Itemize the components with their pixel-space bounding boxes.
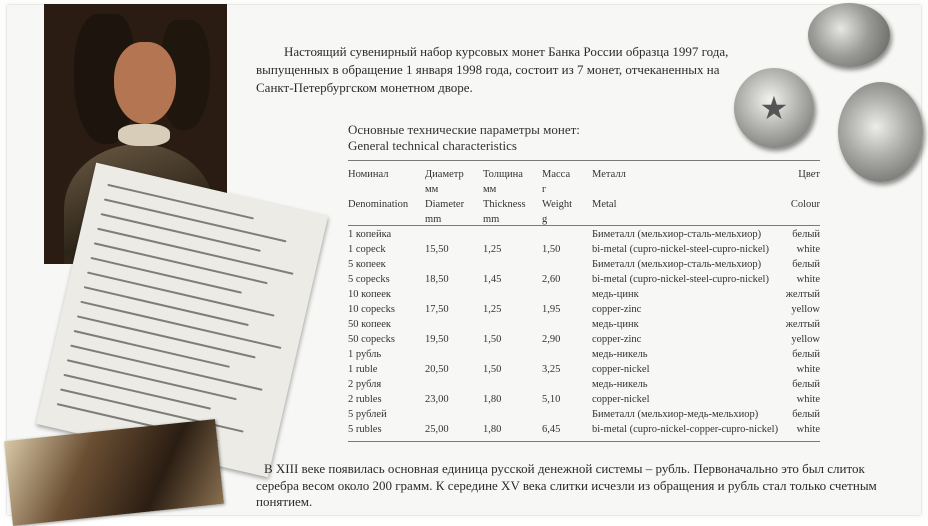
cell-mass: 5,10 [542, 394, 561, 405]
cell-colour-en: white [796, 364, 820, 375]
header-nominal: Номинал Denomination [348, 169, 409, 210]
coin-image [838, 82, 923, 182]
cell-mass: 3,25 [542, 364, 561, 375]
cell-nominal-en: 5 copecks [348, 274, 390, 285]
cell-metal-ru: медь-никель [592, 349, 648, 360]
table-header-rule [348, 225, 820, 226]
cell-diameter: 23,00 [425, 394, 449, 405]
cell-diameter: 25,00 [425, 424, 449, 435]
cell-colour-en: yellow [791, 334, 820, 345]
cell-thickness: 1,25 [483, 244, 502, 255]
cell-nominal-en: 1 copeck [348, 244, 386, 255]
cell-metal-en: copper-nickel [592, 394, 650, 405]
cell-colour-ru: белый [792, 229, 820, 240]
cell-thickness: 1,50 [483, 334, 502, 345]
cell-diameter: 20,50 [425, 364, 449, 375]
table-title [348, 122, 580, 154]
cell-colour-en: white [796, 244, 820, 255]
cell-metal-ru: Биметалл (мельхиор-медь-мельхиор) [592, 409, 759, 420]
cell-mass: 6,45 [542, 424, 561, 435]
cell-thickness: 1,80 [483, 394, 502, 405]
cell-nominal-ru: 5 копеек [348, 259, 386, 270]
cell-nominal-ru: 5 рублей [348, 409, 387, 420]
cell-nominal-en: 10 copecks [348, 304, 395, 315]
cell-metal-ru: медь-цинк [592, 319, 639, 330]
header-diameter: Диаметр мм Diameter mm [425, 169, 465, 225]
star-icon: ★ [759, 90, 789, 126]
cell-nominal-en: 5 rubles [348, 424, 382, 435]
intro-paragraph: Настоящий сувенирный набор курсовых монет Банка России образца 1997 года, выпущенных в обращение 1 января 1998 года, состоит из 7 монет, отчеканенных на Санкт-Петербургском монетном дворе. [256, 44, 729, 95]
table-title-en: General technical characteristics [348, 138, 517, 153]
cell-colour-ru: белый [792, 259, 820, 270]
cell-nominal-ru: 1 рубль [348, 349, 382, 360]
coin-image [808, 3, 890, 67]
cell-colour-en: yellow [791, 304, 820, 315]
cell-colour-en: white [796, 274, 820, 285]
cell-nominal-en: 2 rubles [348, 394, 382, 405]
cell-colour-ru: белый [792, 409, 820, 420]
cell-thickness: 1,50 [483, 364, 502, 375]
cell-nominal-ru: 2 рубля [348, 379, 382, 390]
cell-colour-en: white [796, 424, 820, 435]
cell-colour-ru: желтый [785, 319, 820, 330]
cell-metal-ru: медь-цинк [592, 289, 639, 300]
table-title-ru: Основные технические параметры монет: [348, 122, 580, 137]
cell-metal-ru: Биметалл (мельхиор-сталь-мельхиор) [592, 229, 762, 240]
cell-nominal-ru: 10 копеек [348, 289, 391, 300]
cell-metal-ru: медь-никель [592, 379, 648, 390]
cell-thickness: 1,45 [483, 274, 502, 285]
cell-metal-en: bi-metal (cupro-nickel-steel-cupro-nickel) [592, 274, 769, 285]
cell-metal-ru: Биметалл (мельхиор-сталь-мельхиор) [592, 259, 762, 270]
cell-metal-en: copper-zinc [592, 304, 642, 315]
cell-diameter: 19,50 [425, 334, 449, 345]
cell-metal-en: bi-metal (cupro-nickel-steel-cupro-nickel) [592, 244, 769, 255]
cell-mass: 2,60 [542, 274, 561, 285]
table-top-rule [348, 160, 820, 161]
cell-thickness: 1,25 [483, 304, 502, 315]
cell-nominal-ru: 1 копейка [348, 229, 392, 240]
cell-colour-en: white [796, 394, 820, 405]
header-colour: Цвет Colour [790, 169, 820, 210]
cell-mass: 2,90 [542, 334, 561, 345]
cell-colour-ru: желтый [785, 289, 820, 300]
cell-metal-en: bi-metal (cupro-nickel-copper-cupro-nickel) [592, 424, 779, 435]
cell-metal-en: copper-nickel [592, 364, 650, 375]
cell-colour-ru: белый [792, 349, 820, 360]
header-metal: Металл Metal [592, 169, 626, 210]
cell-mass: 1,50 [542, 244, 561, 255]
cell-nominal-en: 50 copecks [348, 334, 395, 345]
cell-nominal-ru: 50 копеек [348, 319, 391, 330]
cell-thickness: 1,80 [483, 424, 502, 435]
header-mass: Масса г Weight g [542, 169, 573, 225]
cell-nominal-en: 1 ruble [348, 364, 378, 375]
cell-metal-en: copper-zinc [592, 334, 642, 345]
history-paragraph: В XIII веке появилась основная единица русской денежной системы – рубль. Первоначально это был слиток серебра весом около 200 грамм. К середине XV века слитки исчезли из обращения и рубль стал только счетным понятием. [256, 461, 877, 509]
header-thickness: Толщина мм Thickness mm [483, 169, 526, 225]
cell-diameter: 15,50 [425, 244, 449, 255]
cell-colour-ru: белый [792, 379, 820, 390]
cell-diameter: 17,50 [425, 304, 449, 315]
cell-diameter: 18,50 [425, 274, 449, 285]
table-bottom-rule [348, 441, 820, 442]
cell-mass: 1,95 [542, 304, 561, 315]
